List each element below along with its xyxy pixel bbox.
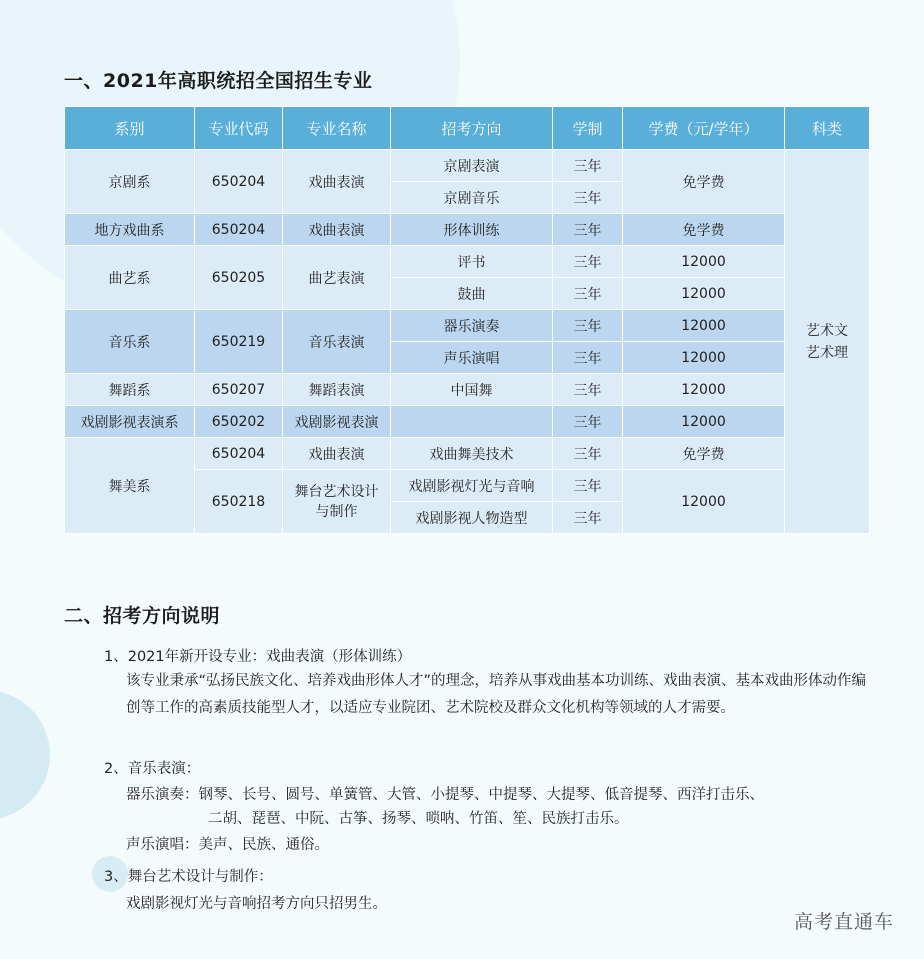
section-title-majors: 一、2021年高职统招全国招生专业	[64, 70, 373, 92]
major-cell: 戏曲表演	[283, 150, 391, 214]
major-cell: 戏剧影视表演	[283, 406, 391, 438]
table-row	[65, 150, 870, 182]
major-cell: 戏曲表演	[283, 438, 391, 470]
duration-cell: 三年	[553, 214, 623, 246]
note-item-2-instrumental: 器乐演奏：钢琴、长号、圆号、单簧管、大管、小提琴、中提琴、大提琴、低音提琴、西洋打击乐、	[126, 787, 764, 803]
note-item-1-title: 1、2021年新开设专业：戏曲表演（形体训练）	[104, 649, 412, 665]
duration-cell: 三年	[553, 438, 623, 470]
category-cell	[785, 150, 870, 534]
header-direction: 招考方向	[391, 107, 553, 150]
duration-cell: 三年	[553, 150, 623, 182]
code-cell: 650204	[195, 214, 283, 246]
note-item-2-title: 2、音乐表演：	[104, 761, 201, 777]
direction-cell: 京剧音乐	[391, 182, 553, 214]
header-major: 专业名称	[283, 107, 391, 150]
code-cell: 650219	[195, 310, 283, 374]
header-duration: 学制	[553, 107, 623, 150]
background-circle-decoration-left	[0, 690, 50, 820]
note-item-1-body: 该专业秉承“弘扬民族文化、培养戏曲形体人才”的理念，培养从事戏曲基本功训练、戏曲表演、基本戏曲形体动作编创等工作的高素质技能型人才，以适应专业院团、艺术院校及群众文化机构等领域的人才需要。	[126, 673, 867, 716]
header-department: 系别	[65, 107, 195, 150]
fee-cell: 12000	[623, 342, 785, 374]
table-row	[65, 438, 870, 470]
direction-cell: 中国舞	[391, 374, 553, 406]
duration-cell: 三年	[553, 182, 623, 214]
code-cell: 650202	[195, 406, 283, 438]
header-code: 专业代码	[195, 107, 283, 150]
fee-cell: 12000	[623, 470, 785, 534]
header-fee: 学费（元/学年）	[623, 107, 785, 150]
table-row	[65, 214, 870, 246]
code-cell: 650218	[195, 470, 283, 534]
code-cell: 650204	[195, 438, 283, 470]
direction-cell: 戏曲舞美技术	[391, 438, 553, 470]
direction-cell: 戏剧影视人物造型	[391, 502, 553, 534]
department-cell: 曲艺系	[65, 246, 195, 310]
watermark-text: 高考直通车	[793, 911, 894, 933]
fee-cell: 12000	[623, 406, 785, 438]
code-cell: 650207	[195, 374, 283, 406]
duration-cell: 三年	[553, 502, 623, 534]
category-text: 艺术文 艺术理	[806, 322, 848, 361]
code-cell: 650205	[195, 246, 283, 310]
majors-table	[64, 106, 870, 534]
major-cell: 曲艺表演	[283, 246, 391, 310]
fee-cell: 12000	[623, 310, 785, 342]
fee-cell: 12000	[623, 246, 785, 278]
fee-cell: 免学费	[623, 438, 785, 470]
table-row	[65, 406, 870, 438]
major-cell: 戏曲表演	[283, 214, 391, 246]
department-cell: 舞美系	[65, 438, 195, 534]
note-item-3-title: 3、舞台艺术设计与制作：	[104, 869, 273, 885]
direction-cell: 器乐演奏	[391, 310, 553, 342]
major-cell	[283, 470, 391, 534]
direction-cell	[391, 406, 553, 438]
fee-cell: 免学费	[623, 150, 785, 214]
major-cell-text: 舞台艺术设计与制作	[294, 483, 379, 520]
duration-cell: 三年	[553, 374, 623, 406]
table-header-row	[65, 107, 870, 150]
duration-cell: 三年	[553, 470, 623, 502]
table-row	[65, 246, 870, 278]
direction-cell: 形体训练	[391, 214, 553, 246]
fee-cell: 免学费	[623, 214, 785, 246]
fee-cell: 12000	[623, 374, 785, 406]
direction-cell: 声乐演唱	[391, 342, 553, 374]
department-cell: 京剧系	[65, 150, 195, 214]
direction-cell: 评书	[391, 246, 553, 278]
major-cell: 音乐表演	[283, 310, 391, 374]
direction-cell: 鼓曲	[391, 278, 553, 310]
fee-cell: 12000	[623, 278, 785, 310]
duration-cell: 三年	[553, 278, 623, 310]
code-cell: 650204	[195, 150, 283, 214]
duration-cell: 三年	[553, 246, 623, 278]
duration-cell: 三年	[553, 342, 623, 374]
department-cell: 舞蹈系	[65, 374, 195, 406]
direction-cell: 京剧表演	[391, 150, 553, 182]
direction-cell: 戏剧影视灯光与音响	[391, 470, 553, 502]
department-cell: 地方戏曲系	[65, 214, 195, 246]
note-item-2-instrumental-cont: 二胡、琵琶、中阮、古筝、扬琴、唢呐、竹笛、笙、民族打击乐。	[208, 811, 629, 827]
duration-cell: 三年	[553, 310, 623, 342]
section-title-directions: 二、招考方向说明	[64, 605, 221, 627]
header-category: 科类	[785, 107, 870, 150]
duration-cell: 三年	[553, 406, 623, 438]
table-row	[65, 374, 870, 406]
note-item-2-vocal: 声乐演唱：美声、民族、通俗。	[126, 837, 329, 853]
department-cell: 戏剧影视表演系	[65, 406, 195, 438]
note-item-3-body: 戏剧影视灯光与音响招考方向只招男生。	[126, 896, 387, 912]
department-cell: 音乐系	[65, 310, 195, 374]
major-cell: 舞蹈表演	[283, 374, 391, 406]
table-row	[65, 310, 870, 342]
